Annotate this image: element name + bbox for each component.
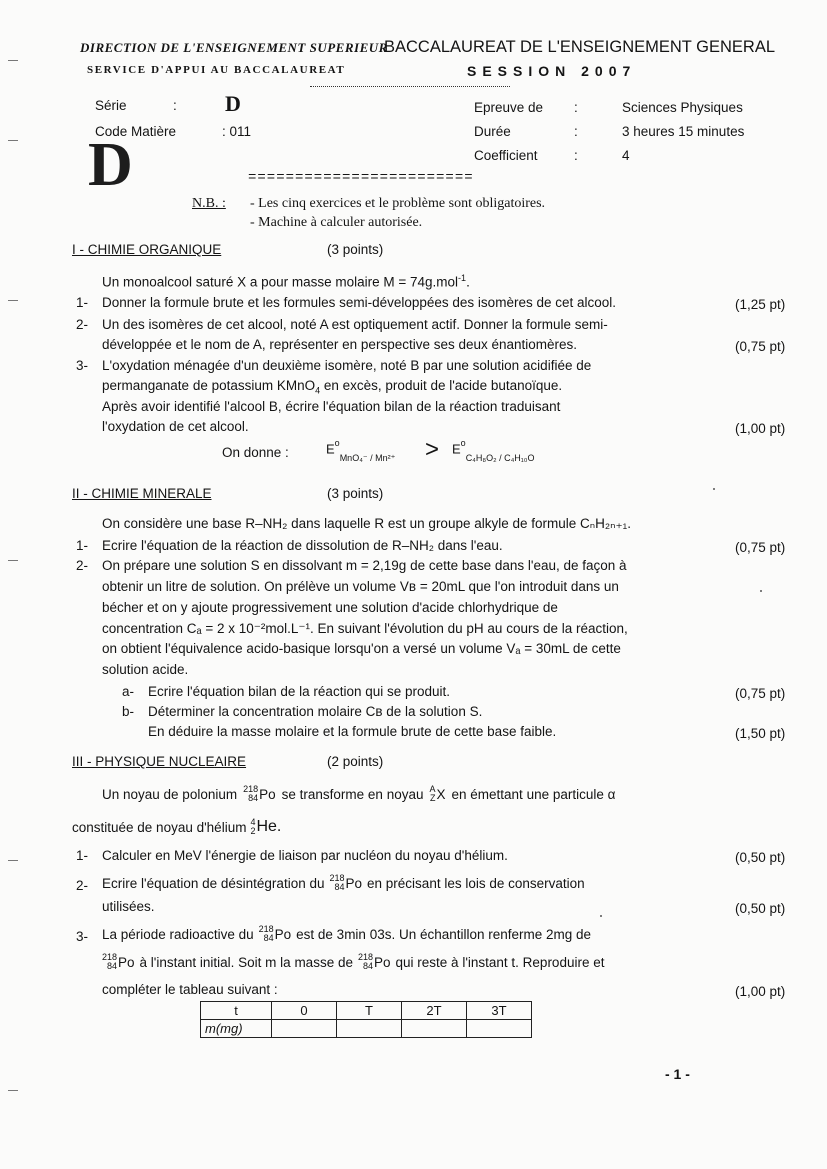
header-exam-title: BACCALAUREAT DE L'ENSEIGNEMENT GENERAL [384, 38, 776, 56]
s1-q2-a: Un des isomères de cet alcool, noté A est optiquement actif. Donner la formule semi- [102, 317, 608, 332]
table-cell [467, 1020, 532, 1038]
x-nuclide: A Z X [429, 784, 446, 803]
epreuve-sep: : [574, 100, 578, 115]
s2-intro: On considère une base R–NH₂ dans laquelle R est un groupe alkyle de formule CₙH₂ₙ₊₁. [102, 516, 631, 531]
duree-value: 3 heures 15 minutes [622, 124, 745, 139]
nb-line-1: - Les cinq exercices et le problème sont obligatoires. [250, 196, 546, 211]
epreuve-label: Epreuve de [474, 100, 544, 115]
s3-q3-d: qui reste à l'instant t. Reproduire et [395, 954, 605, 970]
polonium-nuclide: 218 84 Po [102, 952, 135, 971]
duree-sep: : [574, 124, 578, 139]
s3-q2-line [102, 874, 585, 892]
polonium-nuclide: 218 84 Po [329, 873, 363, 892]
page-number: - 1 - [665, 1066, 690, 1082]
s3-intro-3: en émettant une particule α [451, 786, 616, 802]
table-row [201, 1020, 532, 1038]
s1-q3-d: l'oxydation de cet alcool. [102, 419, 249, 434]
coef-sep: : [574, 148, 578, 163]
s3-q3-line-2 [102, 953, 604, 971]
s3-q2-num: 2- [76, 878, 89, 893]
header-direction: DIRECTION DE L'ENSEIGNEMENT SUPERIEUR [80, 40, 388, 55]
s3-q1-points: (0,50 pt) [735, 850, 786, 865]
s2-q1-points: (0,75 pt) [735, 540, 786, 555]
s1-q1-num: 1- [76, 295, 89, 310]
table-cell: 3T [467, 1002, 532, 1020]
s1-q3-num: 3- [76, 358, 89, 373]
s3-q2-b: en précisant les lois de conservation [367, 875, 585, 891]
s3-q2-a: Ecrire l'équation de désintégration du [102, 875, 325, 891]
margin-mark [8, 1090, 18, 1091]
s3-q3-b: est de 3min 03s. Un échantillon renferme 2mg de [296, 926, 592, 942]
margin-mark [8, 60, 18, 61]
s2-a: Ecrire l'équation bilan de la réaction qui se produit. [148, 684, 451, 699]
serie-label: Série [95, 98, 127, 113]
s3-q2-points: (0,50 pt) [735, 901, 786, 916]
s1-potential-2: $E^o_{C_4H_8O_2 / C_4H_{10}O}$ [452, 438, 535, 463]
margin-mark [8, 860, 18, 861]
nb-line-2: - Machine à calculer autorisée. [250, 215, 423, 230]
s2-q1: Ecrire l'équation de la réaction de dissolution de R–NH₂ dans l'eau. [102, 538, 503, 553]
s1-q3-a: L'oxydation ménagée d'un deuxième isomère, noté B par une solution acidifiée de [102, 358, 592, 373]
s1-potential-1: $E^o_{MnO_4^- / Mn^{2+}}$ [326, 438, 396, 463]
s3-q1: Calculer en MeV l'énergie de liaison par nucléon du noyau d'hélium. [102, 848, 508, 863]
s3-q3-a: La période radioactive du [102, 926, 254, 942]
mass-table [200, 1001, 532, 1038]
s1-given-label: On donne : [222, 445, 289, 460]
header-session: SESSION 2007 [467, 63, 637, 79]
s1-q3-c: Après avoir identifié l'alcool B, écrire l'équation bilan de la réaction traduisant [102, 399, 561, 414]
s1-intro: Un monoalcool saturé X a pour masse molaire M = 74g.mol$^{-1}$. [102, 273, 470, 290]
s1-q3-points: (1,00 pt) [735, 421, 786, 436]
s1-q2-num: 2- [76, 317, 89, 332]
table-cell: t [201, 1002, 272, 1020]
series-big-letter: D [88, 131, 133, 199]
code-label: Code Matière [95, 124, 177, 139]
s2-q2-d: concentration Cₐ = 2 x 10⁻²mol.L⁻¹. En suivant l'évolution du pH au cours de la réaction, [102, 621, 628, 636]
scan-speck [713, 488, 715, 490]
table-cell [402, 1020, 467, 1038]
table-row [201, 1002, 532, 1020]
header-service: SERVICE D'APPUI AU BACCALAUREAT [87, 64, 346, 76]
margin-mark [8, 560, 18, 561]
scan-speck [600, 915, 602, 917]
s3-q3-line-1 [102, 925, 591, 943]
s3-q3-points: (1,00 pt) [735, 984, 786, 999]
s2-q2-a: On prépare une solution S en dissolvant m = 2,19g de cette base dans l'eau, de façon à [102, 558, 627, 573]
coef-label: Coefficient [474, 148, 538, 163]
s3-intro-2: se transforme en noyau [281, 786, 424, 802]
table-cell [272, 1020, 337, 1038]
s2-q2-c: bécher et on y ajoute progressivement une solution d'acide chlorhydrique de [102, 600, 558, 615]
s3-intro-line [102, 785, 615, 803]
table-cell: T [337, 1002, 402, 1020]
section-3-points: (2 points) [327, 754, 384, 769]
section-2-title: II - CHIMIE MINERALE [72, 486, 212, 501]
section-1-points: (3 points) [327, 242, 384, 257]
section-1-title: I - CHIMIE ORGANIQUE [72, 242, 222, 257]
s3-intro-line-2 [72, 818, 281, 836]
s3-intro-4: constituée de noyau d'hélium [72, 819, 247, 835]
coef-value: 4 [622, 148, 630, 163]
table-cell: 0 [272, 1002, 337, 1020]
s3-q3-c: à l'instant initial. Soit m la masse de [139, 954, 353, 970]
table-cell: m(mg) [201, 1020, 272, 1038]
polonium-nuclide: 218 84 Po [357, 952, 391, 971]
s2-b-num: b- [122, 704, 135, 719]
s1-q1: Donner la formule brute et les formules semi-développées des isomères de cet alcool. [102, 295, 617, 310]
nb-label: N.B. : [192, 196, 226, 211]
table-cell [337, 1020, 402, 1038]
s3-intro-1: Un noyau de polonium [102, 786, 238, 802]
s2-q2-f: solution acide. [102, 662, 189, 677]
polonium-nuclide: 218 84 Po [258, 924, 292, 943]
s2-b-1: Déterminer la concentration molaire Cʙ de la solution S. [148, 704, 483, 719]
margin-mark [8, 140, 18, 141]
s2-a-num: a- [122, 684, 135, 699]
s1-q3-b: permanganate de potassium KMnO$_4$ en excès, produit de l'acide butanoïque. [102, 378, 563, 396]
code-value: : 011 [222, 124, 252, 139]
header-divider [310, 86, 510, 87]
margin-mark [8, 300, 18, 301]
helium-nuclide: 4 2 He. [250, 817, 282, 836]
s2-q1-num: 1- [76, 538, 89, 553]
section-3-title: III - PHYSIQUE NUCLEAIRE [72, 754, 247, 769]
s3-q1-num: 1- [76, 848, 89, 863]
s3-q3-e: compléter le tableau suivant : [102, 982, 278, 997]
epreuve-value: Sciences Physiques [622, 100, 743, 115]
table-cell: 2T [402, 1002, 467, 1020]
s3-q3-num: 3- [76, 929, 89, 944]
duree-label: Durée [474, 124, 511, 139]
serie-value: D [225, 91, 241, 116]
s1-q2-b: développée et le nom de A, représenter en perspective ses deux énantiomères. [102, 337, 578, 352]
s2-b-points: (1,50 pt) [735, 726, 786, 741]
separator-line: ======================== [248, 170, 474, 186]
section-2-points: (3 points) [327, 486, 384, 501]
s2-q2-b: obtenir un litre de solution. On prélève un volume Vʙ = 20mL que l'on introduit dans un [102, 579, 619, 594]
s2-q2-num: 2- [76, 558, 89, 573]
s2-q2-e: on obtient l'équivalence acido-basique lorsqu'on a versé un volume Vₐ = 30mL de cette [102, 641, 621, 656]
serie-sep: : [173, 98, 177, 113]
s1-q1-points: (1,25 pt) [735, 297, 786, 312]
s2-a-points: (0,75 pt) [735, 686, 786, 701]
polonium-nuclide: 218 84 Po [243, 784, 276, 803]
s3-q2-c: utilisées. [102, 899, 155, 914]
s2-b-2: En déduire la masse molaire et la formule brute de cette base faible. [148, 724, 557, 739]
scan-speck [760, 590, 762, 592]
s1-q2-points: (0,75 pt) [735, 339, 786, 354]
s1-greater-than: > [425, 436, 440, 463]
